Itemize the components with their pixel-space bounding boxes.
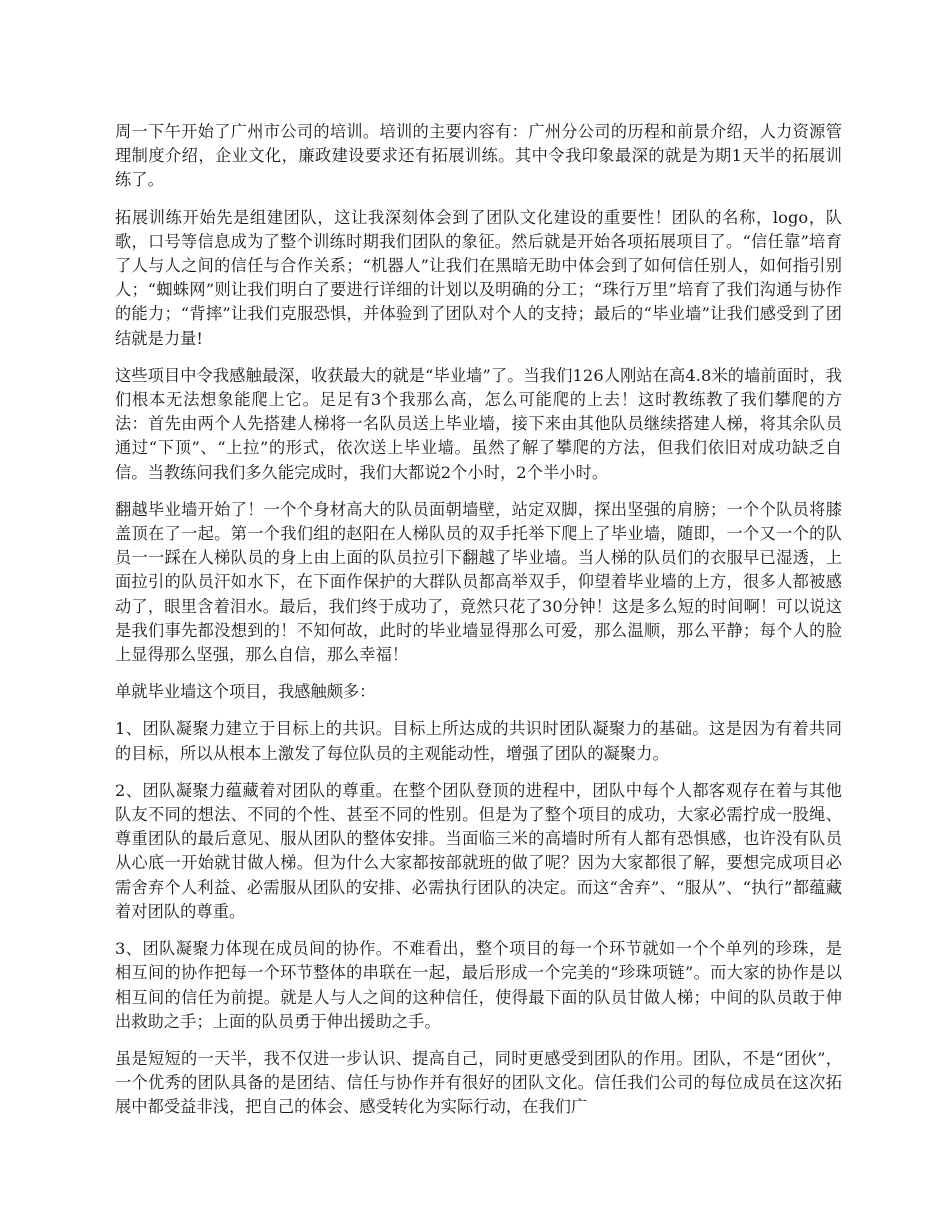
paragraph-climbing: 翻越毕业墙开始了！一个个身材高大的队员面朝墙壁，站定双脚，探出坚强的肩膀；一个个队员将膝盖顶在了一起。第一个我们组的赵阳在人梯队员的双手托举下爬上了毕业墙，随即，一个又一个的队员一一踩在人梯队员的身上由上面的队员拉引下翻越了毕业墙。当人梯的队员们的衣服早已湿透，上面拉引的队员汗如水下，在下面作保护的大群队员都高举双手，仰望着毕业墙的上方，很多人都被感动了，眼里含着泪水。最后，我们终于成功了，竟然只花了30分钟！这是多么短的时间啊！可以说这是我们事先都没想到的！不知何故，此时的毕业墙显得那么可爱，那么温顺，那么平静；每个人的脸上显得那么坚强，那么自信，那么幸福！ bbox=[115, 499, 842, 665]
document-body bbox=[115, 120, 842, 1133]
paragraph-point-2: 2、团队凝聚力蕴藏着对团队的尊重。在整个团队登顶的进程中，团队中每个人都客观存在着与其他队友不同的想法、不同的个性、甚至不同的性别。但是为了整个项目的成功，大家必需拧成一股绳、尊重团队的最后意见、服从团队的整体安排。当面临三米的高墙时所有人都有恐惧感，也许没有队员从心底一开始就甘做人梯。但为什么大家都按部就班的做了呢？因为大家都很了解，要想完成项目必需舍弃个人利益、必需服从团队的安排、必需执行团队的决定。而这“舍弃”、“服从”、“执行”都蕴藏着对团队的尊重。 bbox=[115, 780, 842, 921]
paragraph-point-1: 1、团队凝聚力建立于目标上的共识。目标上所达成的共识时团队凝聚力的基础。这是因为有着共同的目标，所以从根本上激发了每位队员的主观能动性，增强了团队的凝聚力。 bbox=[115, 719, 842, 763]
paragraph-team-building: 拓展训练开始先是组建团队，这让我深刻体会到了团队文化建设的重要性！团队的名称，logo，队歌，口号等信息成为了整个训练时期我们团队的象征。然后就是开始各项拓展项目了。“信任靠”培育了人与人之间的信任与合作关系；“机器人”让我们在黑暗无助中体会到了如何信任别人，如何指引别人；“蜘蛛网”则让我们明白了要进行详细的计划以及明确的分工；“珠行万里”培育了我们沟通与协作的能力；“背摔”让我们克服恐惧，并体验到了团队对个人的支持；最后的“毕业墙”让我们感受到了团结就是力量! bbox=[115, 207, 842, 348]
paragraph-conclusion: 虽是短短的一天半，我不仅进一步认识、提高自己，同时更感受到团队的作用。团队，不是“团伙”，一个优秀的团队具备的是团结、信任与协作并有很好的团队文化。信任我们公司的每位成员在这次拓展中都受益非浅，把自己的体会、感受转化为实际行动，在我们广 bbox=[115, 1048, 842, 1117]
paragraph-intro: 周一下午开始了广州市公司的培训。培训的主要内容有：广州分公司的历程和前景介绍，人力资源管理制度介绍，企业文化，廉政建设要求还有拓展训练。其中令我印象最深的就是为期1天半的拓展训练了。 bbox=[115, 122, 842, 190]
paragraph-graduation-wall: 这些项目中令我感触最深，收获最大的就是“毕业墙”了。当我们126人刚站在高4.8米的墙前面时，我们根本无法想象能爬上它。足足有3个我那么高，怎么可能爬的上去！这时教练教了我们攀爬的方法：首先由两个人先搭建人梯将一名队员送上毕业墙，接下来由其他队员继续搭建人梯，将其余队员通过“下顶”、“上拉”的形式，依次送上毕业墙。虽然了解了攀爬的方法，但我们依旧对成功缺乏自信。当教练问我们多久能完成时，我们大都说2个小时，2个半小时。 bbox=[115, 365, 842, 482]
paragraph-reflection-intro: 单就毕业墙这个项目，我感触颇多： bbox=[115, 682, 376, 702]
paragraph-point-3: 3、团队凝聚力体现在成员间的协作。不难看出，整个项目的每一个环节就如一个个单列的珍珠，是相互间的协作把每一个环节整体的串联在一起，最后形成一个完美的“珍珠项链”。而大家的协作是以相互间的信任为前提。就是人与人之间的这种信任，使得最下面的队员甘做人梯；中间的队员敢于伸出救助之手；上面的队员勇于伸出援助之手。 bbox=[115, 939, 842, 1031]
